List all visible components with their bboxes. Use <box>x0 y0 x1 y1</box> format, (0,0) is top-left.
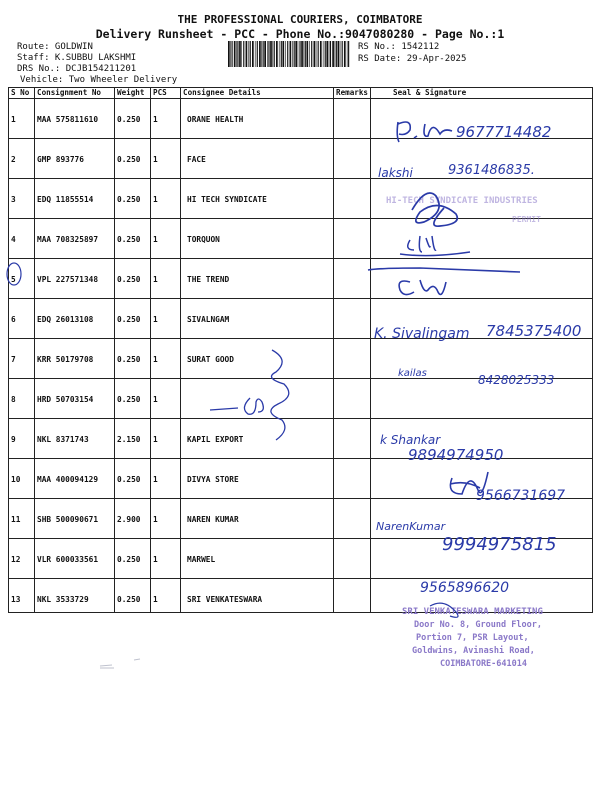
cell-remarks <box>334 99 371 139</box>
cell-pcs: 1 <box>151 579 181 613</box>
svg-text:NarenKumar: NarenKumar <box>376 520 446 533</box>
barcode-bar <box>309 41 310 67</box>
svg-text:kailas: kailas <box>398 368 427 379</box>
cell-weight: 0.250 <box>115 99 151 139</box>
cell-weight: 0.250 <box>115 259 151 299</box>
cell-remarks <box>334 179 371 219</box>
cell-signature <box>371 339 593 379</box>
barcode-bar <box>267 41 268 67</box>
cell-sno: 5 <box>9 259 35 299</box>
cell-remarks <box>334 379 371 419</box>
table-row <box>9 539 593 579</box>
cell-remarks <box>334 539 371 579</box>
cell-pcs: 1 <box>151 219 181 259</box>
cell-weight: 0.250 <box>115 299 151 339</box>
barcode-bar <box>305 41 306 67</box>
barcode-bar <box>255 41 256 67</box>
cell-sno: 1 <box>9 99 35 139</box>
runsheet-subtitle: Delivery Runsheet - PCC - Phone No.:9047080280 - Page No.:1 <box>95 27 505 41</box>
cell-consignee: FACE <box>181 139 334 179</box>
barcode-bar <box>248 41 249 67</box>
svg-text:K. Sivalingam: K. Sivalingam <box>374 326 470 342</box>
cell-consignment: MAA 400094129 <box>35 459 115 499</box>
cell-pcs: 1 <box>151 179 181 219</box>
cell-consignee: SURAT GOOD <box>181 339 334 379</box>
cell-signature <box>371 179 593 219</box>
cell-sno: 10 <box>9 459 35 499</box>
cell-consignment: NKL 8371743 <box>35 419 115 459</box>
cell-signature <box>371 259 593 299</box>
svg-text:SRI VENKATESWARA MARKETING: SRI VENKATESWARA MARKETING <box>402 607 543 617</box>
barcode-bar <box>311 41 312 67</box>
col-remarks: Remarks <box>334 88 371 99</box>
cell-consignment: VPL 227571348 <box>35 259 115 299</box>
barcode-bar <box>314 41 316 67</box>
cell-pcs: 1 <box>151 339 181 379</box>
barcode-bar <box>274 41 275 67</box>
svg-text:9994975815: 9994975815 <box>442 534 557 555</box>
barcode-bar <box>259 41 261 67</box>
svg-text:9565896620: 9565896620 <box>420 580 510 596</box>
table-row <box>9 459 593 499</box>
barcode-bar <box>230 41 231 67</box>
cell-signature <box>371 579 593 613</box>
barcode-bar <box>338 41 340 67</box>
table-row <box>9 179 593 219</box>
barcode-bar <box>295 41 297 67</box>
svg-text:7845375400: 7845375400 <box>486 322 582 340</box>
cell-signature <box>371 499 593 539</box>
cell-remarks <box>334 499 371 539</box>
barcode-bar <box>348 41 349 67</box>
barcode-bar <box>250 41 251 67</box>
svg-text:9894974950: 9894974950 <box>408 446 504 464</box>
barcode-bar <box>282 41 284 67</box>
stray-marks <box>100 659 140 668</box>
cell-remarks <box>334 219 371 259</box>
cell-consignee: NAREN KUMAR <box>181 499 334 539</box>
cell-pcs: 1 <box>151 459 181 499</box>
cell-weight: 0.250 <box>115 579 151 613</box>
cell-consignee: HI TECH SYNDICATE <box>181 179 334 219</box>
barcode-bar <box>285 41 286 67</box>
table-row <box>9 419 593 459</box>
cell-remarks <box>334 419 371 459</box>
cell-signature <box>371 99 593 139</box>
table-row <box>9 339 593 379</box>
cell-remarks <box>334 579 371 613</box>
route-label: Route: GOLDWIN <box>17 42 93 52</box>
cell-consignment: MAA 575811610 <box>35 99 115 139</box>
barcode-bar <box>330 41 331 67</box>
table-row <box>9 139 593 179</box>
table-row <box>9 99 593 139</box>
svg-text:COIMBATORE-641014: COIMBATORE-641014 <box>440 659 527 669</box>
barcode-bar <box>268 41 269 67</box>
svg-text:PERMIT: PERMIT <box>512 215 541 224</box>
table-row <box>9 299 593 339</box>
table-row <box>9 259 593 299</box>
cell-sno: 9 <box>9 419 35 459</box>
cell-consignee: TORQUON <box>181 219 334 259</box>
barcode-bar <box>292 41 293 67</box>
barcode-bar <box>323 41 324 67</box>
cell-consignment: GMP 893776 <box>35 139 115 179</box>
barcode-bar <box>335 41 336 67</box>
cell-pcs: 1 <box>151 299 181 339</box>
cell-weight: 0.250 <box>115 139 151 179</box>
cell-consignee: MARWEL <box>181 539 334 579</box>
cell-consignment: VLR 600033561 <box>35 539 115 579</box>
cell-sno: 4 <box>9 219 35 259</box>
cell-signature <box>371 299 593 339</box>
cell-consignment: MAA 708325897 <box>35 219 115 259</box>
cell-weight: 0.250 <box>115 459 151 499</box>
barcode-bar <box>294 41 295 67</box>
cell-weight: 2.150 <box>115 419 151 459</box>
col-consignee: Consignee Details <box>181 88 334 99</box>
cell-consignment: EDQ 11855514 <box>35 179 115 219</box>
barcode-bar <box>243 41 244 67</box>
svg-text:9361486835.: 9361486835. <box>448 163 535 178</box>
svg-text:9677714482: 9677714482 <box>456 123 552 141</box>
barcode-bar <box>336 41 337 67</box>
barcode-bar <box>252 41 254 67</box>
barcode-bar <box>329 41 330 67</box>
barcode-bar <box>239 41 241 67</box>
cell-pcs: 1 <box>151 379 181 419</box>
rs-number: RS No.: 1542112 <box>358 42 440 52</box>
cell-sno: 11 <box>9 499 35 539</box>
cell-signature <box>371 419 593 459</box>
cell-remarks <box>334 299 371 339</box>
barcode-bar <box>234 41 236 67</box>
svg-text:8428025333: 8428025333 <box>478 373 555 387</box>
barcode-bar <box>325 41 326 67</box>
cell-remarks <box>334 459 371 499</box>
barcode-bar <box>279 41 280 67</box>
cell-weight: 0.250 <box>115 219 151 259</box>
cell-weight: 0.250 <box>115 539 151 579</box>
cell-consignment: SHB 500090671 <box>35 499 115 539</box>
barcode-bar <box>261 41 262 67</box>
cell-sno: 7 <box>9 339 35 379</box>
rs-date: RS Date: 29-Apr-2025 <box>358 54 467 64</box>
col-sno: S No <box>9 88 35 99</box>
svg-text:lakshi: lakshi <box>378 166 413 180</box>
svg-text:HI-TECH SYNDICATE INDUSTRIES: HI-TECH SYNDICATE INDUSTRIES <box>386 196 538 206</box>
cell-pcs: 1 <box>151 259 181 299</box>
col-weight: Weight <box>115 88 151 99</box>
barcode-bar <box>246 41 248 67</box>
cell-consignment: KRR 50179708 <box>35 339 115 379</box>
cell-signature <box>371 539 593 579</box>
cell-pcs: 1 <box>151 139 181 179</box>
vehicle-label: Vehicle: Two Wheeler Delivery <box>20 75 178 85</box>
cell-consignment: HRD 50703154 <box>35 379 115 419</box>
table-row <box>9 379 593 419</box>
barcode-bar <box>237 41 238 67</box>
barcode-bar <box>306 41 308 67</box>
barcode-bar <box>299 41 300 67</box>
cell-pcs: 1 <box>151 539 181 579</box>
barcode-bar <box>318 41 319 67</box>
barcode-bar <box>257 41 258 67</box>
barcode-bar <box>320 41 322 67</box>
drs-label: DRS No.: DCJB154211201 <box>17 64 137 74</box>
cell-remarks <box>334 139 371 179</box>
cell-consignee <box>181 379 334 419</box>
cell-remarks <box>334 339 371 379</box>
barcode-bar <box>263 41 264 67</box>
barcode-bar <box>236 41 237 67</box>
svg-text:k Shankar: k Shankar <box>380 433 441 447</box>
svg-text:Portion 7, PSR Layout,: Portion 7, PSR Layout, <box>416 633 529 643</box>
cell-signature <box>371 139 593 179</box>
cell-signature <box>371 219 593 259</box>
cell-sno: 2 <box>9 139 35 179</box>
cell-weight: 2.900 <box>115 499 151 539</box>
barcode-bar <box>347 41 348 67</box>
barcode-bar <box>276 41 278 67</box>
cell-consignee: DIVYA STORE <box>181 459 334 499</box>
barcode-bar <box>287 41 288 67</box>
table-row <box>9 219 593 259</box>
cell-consignee: SIVALNGAM <box>181 299 334 339</box>
cell-consignment: EDQ 26013108 <box>35 299 115 339</box>
svg-text:Goldwins, Avinashi Road,: Goldwins, Avinashi Road, <box>412 646 535 656</box>
cell-consignee: SRI VENKATESWARA <box>181 579 334 613</box>
barcode-bar <box>304 41 305 67</box>
cell-remarks <box>334 259 371 299</box>
col-pcs: PCS <box>151 88 181 99</box>
runsheet-table <box>8 87 593 613</box>
barcode-bar <box>270 41 272 67</box>
table-row <box>9 499 593 539</box>
cell-weight: 0.250 <box>115 179 151 219</box>
table-row <box>9 579 593 613</box>
barcode-bar <box>342 41 343 67</box>
cell-sno: 8 <box>9 379 35 419</box>
svg-text:9566731697: 9566731697 <box>476 488 566 504</box>
cell-signature <box>371 379 593 419</box>
cell-pcs: 1 <box>151 499 181 539</box>
cell-sno: 12 <box>9 539 35 579</box>
cell-consignment: NKL 3533729 <box>35 579 115 613</box>
barcode-bar <box>281 41 282 67</box>
barcode-bar <box>232 41 233 67</box>
barcode-bar <box>332 41 334 67</box>
cell-consignee: THE TREND <box>181 259 334 299</box>
cell-signature <box>371 459 593 499</box>
barcode-bar <box>264 41 266 67</box>
cell-pcs: 1 <box>151 99 181 139</box>
cell-sno: 6 <box>9 299 35 339</box>
cell-weight: 0.250 <box>115 339 151 379</box>
col-consignment: Consignment No <box>35 88 115 99</box>
barcode-bar <box>316 41 317 67</box>
table-header-row <box>9 88 593 99</box>
barcode-bar <box>298 41 299 67</box>
barcode-bar <box>272 41 273 67</box>
cell-sno: 13 <box>9 579 35 613</box>
cell-consignee: KAPIL EXPORT <box>181 419 334 459</box>
company-title: THE PROFESSIONAL COURIERS, COIMBATORE <box>177 13 423 26</box>
staff-label: Staff: K.SUBBU LAKSHMI <box>17 53 137 63</box>
barcode-image <box>228 41 351 67</box>
cell-pcs: 1 <box>151 419 181 459</box>
barcode-bar <box>326 41 328 67</box>
barcode-bar <box>344 41 346 67</box>
barcode-bar <box>301 41 303 67</box>
cell-sno: 3 <box>9 179 35 219</box>
col-signature: Seal & Signature <box>371 88 593 99</box>
barcode-bar <box>228 41 230 67</box>
cell-weight: 0.250 <box>115 379 151 419</box>
cell-consignee: ORANE HEALTH <box>181 99 334 139</box>
svg-text:Door No. 8, Ground Floor,: Door No. 8, Ground Floor, <box>414 620 542 630</box>
barcode-bar <box>241 41 242 67</box>
barcode-bar <box>340 41 341 67</box>
barcode-bar <box>290 41 292 67</box>
